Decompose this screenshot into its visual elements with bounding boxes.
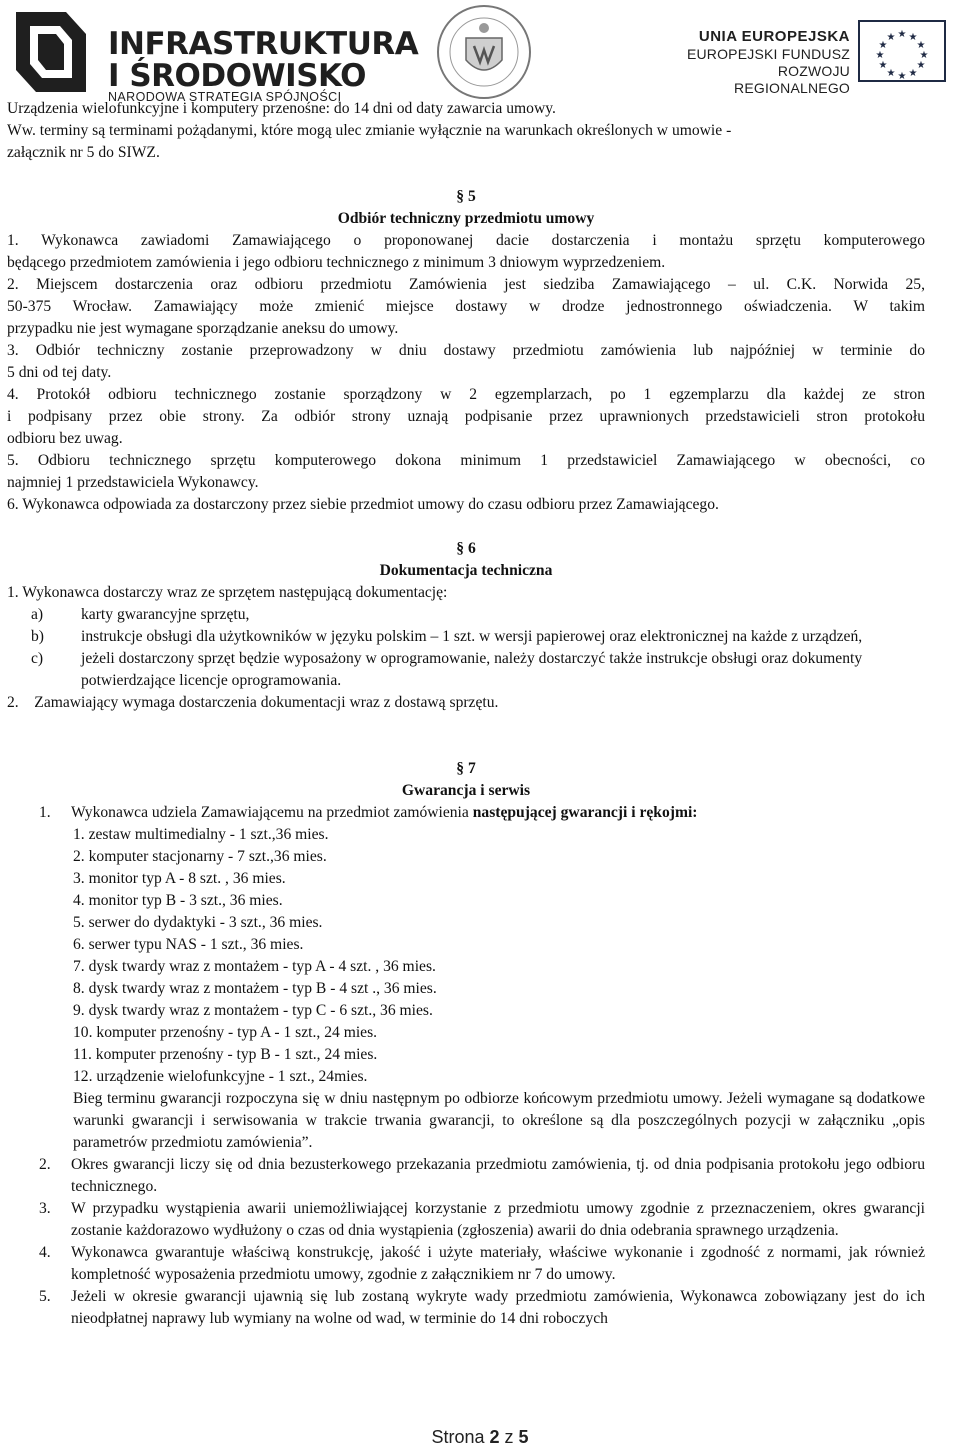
university-seal [436, 4, 532, 100]
warranty-item: 2. komputer stacjonarny - 7 szt.,36 mies. [73, 848, 327, 865]
svg-text:★: ★ [916, 60, 926, 71]
eu-line-1: UNIA EUROPEJSKA [698, 28, 850, 45]
section5-p1a: 1. Wykonawca zawiadomi Zamawiającego o proponowanej dacie dostarczenia i montażu sprzętu komputerowego [7, 232, 925, 249]
warranty-item: 8. dysk twardy wraz z montażem - typ B - 4 szt ., 36 mies. [73, 980, 437, 997]
list-item-text: jeżeli dostarczony sprzęt będzie wyposażony w oprogramowanie, należy dostarczyć także instrukcje obsługi oraz dokumenty potwierdzające licencje oprogramowania. [81, 650, 863, 689]
section7-number: § 7 [456, 760, 476, 777]
point-text: W przypadku wystąpienia awarii uniemożliwiającej korzystanie z przedmiotu umowy zgodnie z przeznaczeniem, okres gwarancji zostanie każdorazowo wydłużony o czas od dnia wystąpienia (zgłoszenia) awarii do dnia odebrania sprawnego urządzenia. [71, 1200, 925, 1239]
point-number: 3. [39, 1200, 51, 1217]
section6-number: § 6 [456, 540, 476, 557]
point-number: 1. [39, 804, 51, 821]
warranty-item: 4. monitor typ B - 3 szt., 36 mies. [73, 892, 283, 909]
warranty-item: 9. dysk twardy wraz z montażem - typ C - 6 szt., 36 mies. [73, 1002, 433, 1019]
warranty-item: 11. komputer przenośny - typ B - 1 szt., 24 mies. [73, 1046, 378, 1063]
intro-line-1: Urządzenia wielofunkcyjne i komputery przenośne: do 14 dni od daty zawarcia umowy. [7, 100, 556, 117]
svg-text:★: ★ [886, 68, 896, 79]
section5-p4b: i podpisany przez obie strony. Za odbiór strony uznają podpisanie przez uprawnionych przedstawicieli stron protokołu [7, 408, 925, 425]
section5-p3a: 3. Odbiór techniczny zostanie przeprowadzony w dniu dostawy przedmiotu zamówienia lub najpóźniej w terminie do [7, 342, 925, 359]
section7-point [7, 1242, 925, 1286]
warranty-item: 12. urządzenie wielofunkcyjne - 1 szt., 24mies. [73, 1068, 368, 1085]
list-item-label: c) [31, 650, 44, 667]
section5-p1b: będącego przedmiotem zamówienia i jego odbioru technicznego z minimum 3 dniowym wyprzedzeniem. [7, 254, 666, 271]
section7-point [7, 1154, 925, 1198]
list-item [7, 626, 925, 648]
section5-p2a: 2. Miejscem dostarczenia oraz odbioru przedmiotu Zamówienia jest siedziba Zamawiającego – ul. C.K. Norwida 25, [7, 276, 925, 293]
list-item-text: karty gwarancyjne sprzętu, [81, 606, 250, 623]
total-pages-number: 5 [518, 1427, 529, 1447]
svg-text:★: ★ [908, 32, 918, 43]
section7-point [7, 1286, 925, 1330]
point-text: Jeżeli w okresie gwarancji ujawnią się lub zostaną wykryte wady przedmiotu zamówienia, Wykonawca zobowiązany jest do ich nieodpłatnej naprawy lub wymiany na wolne od wad, w terminie do 14 dni roboczych [71, 1288, 925, 1327]
point-text: Okres gwarancji liczy się od dnia bezusterkowego przekazania przedmiotu zamówienia, tj. od dnia podpisania protokołu jego odbioru technicznego. [71, 1156, 925, 1195]
intro-line-2: Ww. terminy są terminami pożądanymi, które mogą ulec zmianie wyłącznie na warunkach określonych w umowie - [7, 122, 732, 139]
svg-text:★: ★ [897, 71, 907, 82]
list-item-text: instrukcje obsługi dla użytkowników w języku polskim – 1 szt. w wersji papierowej oraz elektronicznej na każde z urządzeń, [81, 628, 863, 645]
infrastruktura-logo-mark [8, 4, 94, 100]
section5-p4a: 4. Protokół odbioru technicznego zostanie sporządzony w 2 egzemplarzach, po 1 egzemplarzu dla każdej ze stron [7, 386, 925, 403]
svg-text:★: ★ [886, 32, 896, 43]
logo-line-1: INFRASTRUKTURA [108, 26, 419, 62]
warranty-item: 10. komputer przenośny - typ A - 1 szt., 24 mies. [73, 1024, 378, 1041]
eu-fund-text [674, 28, 850, 97]
eu-line-2: EUROPEJSKI FUNDUSZ [686, 46, 850, 62]
warranty-items [7, 824, 925, 1154]
section5-p2c: przypadku nie jest wymagane sporządzanie aneksu do umowy. [7, 320, 399, 337]
point-number: 4. [39, 1244, 51, 1261]
warranty-item: 1. zestaw multimedialny - 1 szt.,36 mies. [73, 826, 329, 843]
warranty-start-paragraph: Bieg terminu gwarancji rozpoczyna się w dniu następnym po odbiorze końcowym przedmiotu umowy. Jeżeli wymagane są dodatkowe warunki gwarancji i serwisowania w trakcie trwania gwarancji, to określone są dla poszczególnych pozycji w załączniku „opis parametrów przedmiotu zamówienia”. [73, 1090, 925, 1151]
section6-p2: 2. Zamawiający wymaga dostarczenia dokumentacji wraz z dostawą sprzętu. [7, 694, 499, 711]
list-item-label: b) [31, 628, 44, 645]
intro-line-3: załącznik nr 5 do SIWZ. [7, 144, 160, 161]
warranty-item: 3. monitor typ A - 8 szt. , 36 mies. [73, 870, 286, 887]
document-body [7, 98, 925, 1330]
section6-p1: 1. Wykonawca dostarczy wraz ze sprzętem następującą dokumentację: [7, 584, 448, 601]
point-text-bold: następującej gwarancji i rękojmi: [472, 804, 698, 821]
point-text-regular: Wykonawca udziela Zamawiającemu na przedmiot zamówienia [71, 804, 473, 821]
section5-p2b: 50-375 Wrocław. Zamawiający może zmienić miejsce dostawy w drodze jednostronnego oświadczenia. W takim [7, 298, 925, 315]
svg-text:★: ★ [919, 50, 929, 61]
svg-text:★: ★ [875, 50, 885, 61]
infrastruktura-logo [8, 4, 419, 104]
warranty-item: 5. serwer do dydaktyki - 3 szt., 36 mies. [73, 914, 323, 931]
eu-flag-icon [858, 20, 946, 82]
svg-text:★: ★ [878, 40, 888, 51]
documentation-list [7, 604, 925, 692]
page-footer [0, 1426, 960, 1448]
section5-p5a: 5. Odbioru technicznego sprzętu komputerowego dokona minimum 1 przedstawiciel Zamawiającego w obecności, co [7, 452, 925, 469]
logo-line-3: NARODOWA STRATEGIA SPÓJNOŚCI [108, 90, 342, 104]
section5-p3b: 5 dni od tej daty. [7, 364, 112, 381]
svg-text:★: ★ [878, 60, 888, 71]
list-item-label: a) [31, 606, 44, 623]
section5-p4c: odbioru bez uwag. [7, 430, 123, 447]
warranty-item: 6. serwer typu NAS - 1 szt., 36 mies. [73, 936, 304, 953]
section5-title: Odbiór techniczny przedmiotu umowy [337, 210, 595, 227]
section7-title: Gwarancja i serwis [401, 782, 531, 799]
list-item [7, 648, 925, 692]
section5-p5b: najmniej 1 przedstawiciela Wykonawcy. [7, 474, 259, 491]
list-item [7, 604, 925, 626]
section5-number: § 5 [456, 188, 476, 205]
footer-separator: z [499, 1427, 519, 1447]
svg-text:★: ★ [916, 40, 926, 51]
current-page-number: 2 [489, 1427, 500, 1447]
page-header [0, 0, 960, 104]
logo-line-2: I ŚRODOWISKO [108, 58, 366, 94]
section5-p6: 6. Wykonawca odpowiada za dostarczony przez siebie przedmiot umowy do czasu odbioru przez Zamawiającego. [7, 496, 719, 513]
point-text: Wykonawca gwarantuje właściwą konstrukcję, jakość i użyte materiały, właściwe wykonanie i zgodność z normami, jak również kompletność wyposażenia przedmiotu umowy, zgodnie z załącznikiem nr 7 do umowy. [71, 1244, 925, 1283]
footer-prefix: Strona [431, 1427, 490, 1447]
svg-text:★: ★ [897, 29, 907, 40]
warranty-item: 7. dysk twardy wraz z montażem - typ A - 4 szt. , 36 mies. [73, 958, 436, 975]
section7-point [7, 1198, 925, 1242]
section6-title: Dokumentacja techniczna [379, 562, 553, 579]
point-number: 2. [39, 1156, 51, 1173]
section7-p1 [7, 802, 925, 824]
point-number: 5. [39, 1288, 51, 1305]
point-text [71, 802, 925, 824]
svg-text:★: ★ [908, 68, 918, 79]
eu-line-3: ROZWOJU REGIONALNEGO [734, 63, 850, 96]
